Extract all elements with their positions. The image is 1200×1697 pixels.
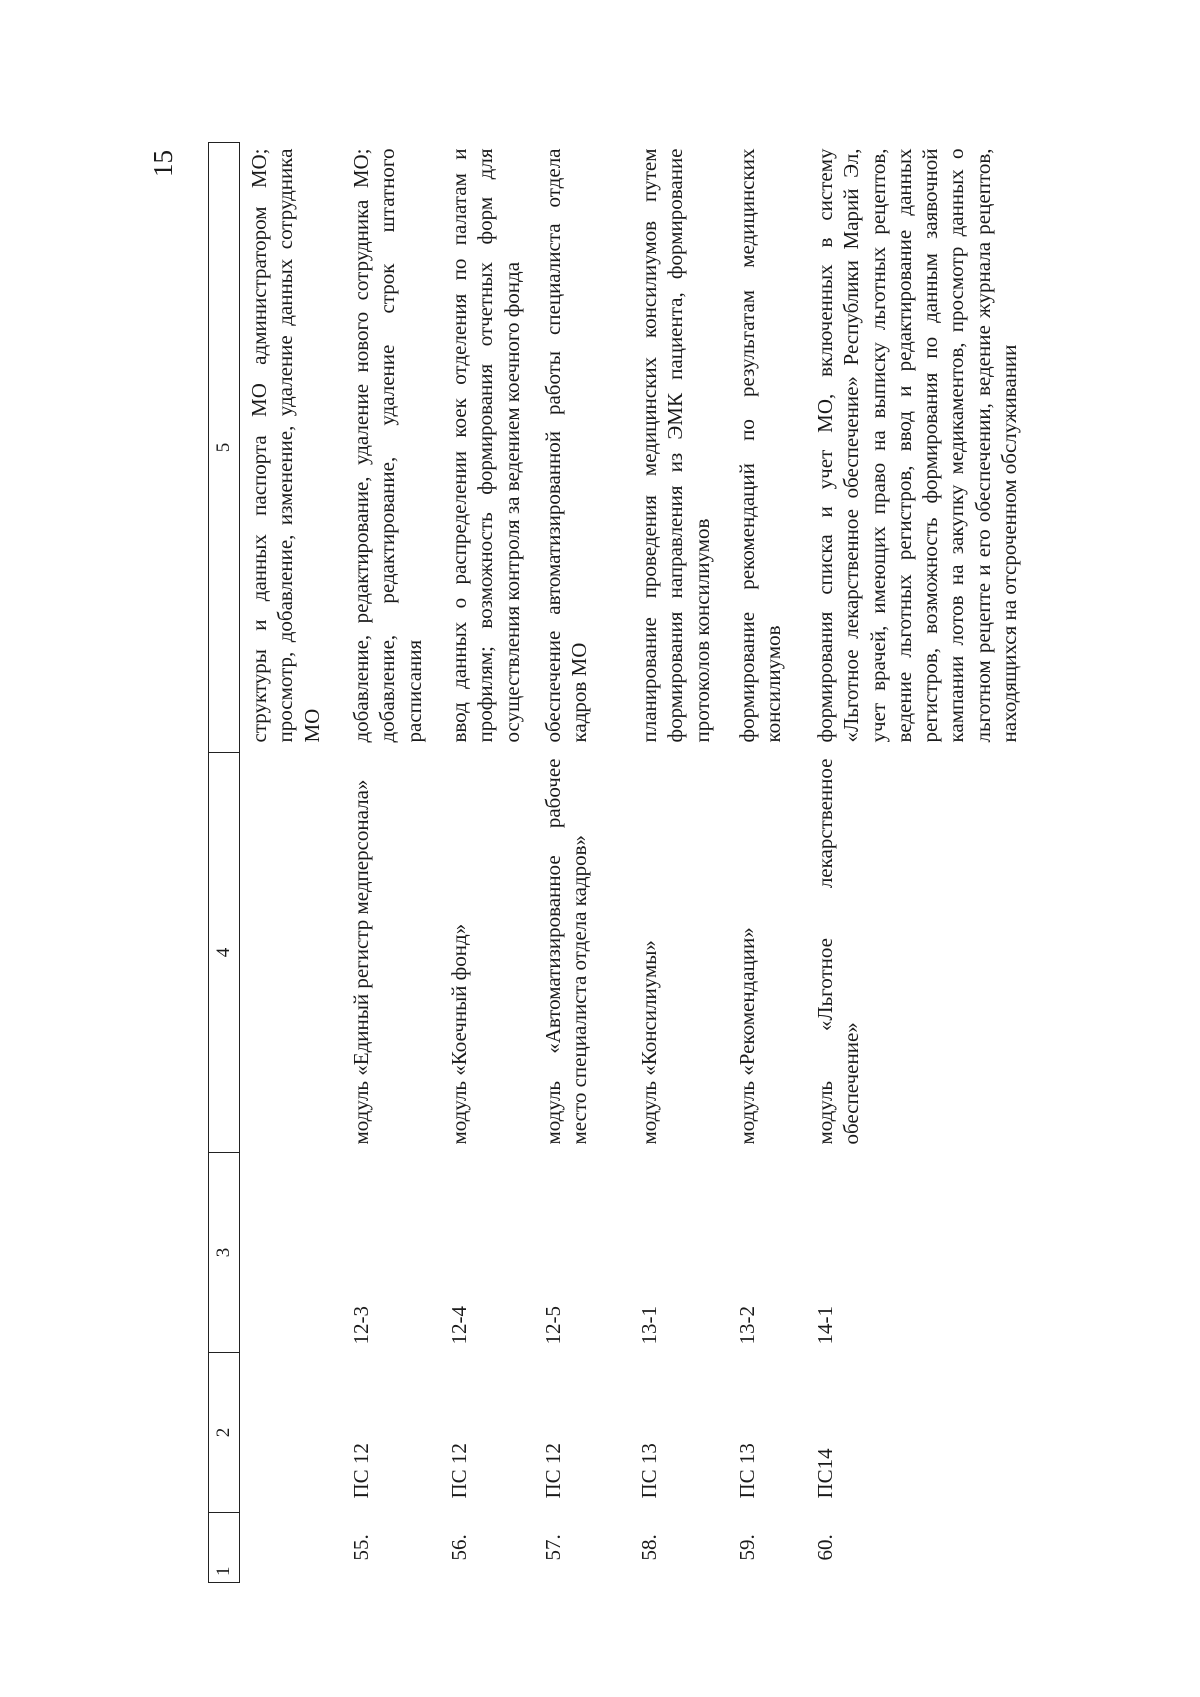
row-description: ввод данных о распределении коек отделения по палатам и профилям; возможность формирования отчетных форм для осуществления контроля за ведением коечного фонда — [447, 148, 524, 743]
row-function-id: 13-1 — [637, 1306, 661, 1345]
row-description: добавление, редактирование, удаление нового сотрудника МО; добавление, редактирование, удаление строк штатного расписания — [349, 148, 426, 743]
row-number: 57. — [541, 1534, 565, 1561]
row-description: формирование рекомендаций по результатам медицинских консилиумов — [735, 148, 786, 743]
row-function-id: 14-1 — [813, 1306, 837, 1345]
table-row — [728, 143, 806, 1583]
row-subsystem-code: ПС 13 — [637, 1443, 661, 1499]
row-number: 59. — [735, 1534, 759, 1561]
row-module: модуль «Коечный фонд» — [447, 923, 471, 1145]
row-module: модуль «Автоматизированное рабочее место специалиста отдела кадров» — [541, 758, 592, 1145]
row-number — [240, 1513, 343, 1583]
rotated-table-container — [208, 143, 1048, 1583]
row-module: модуль «Единый регистр медперсонала» — [349, 779, 373, 1145]
row-function-id: 12-4 — [447, 1306, 471, 1345]
row-description: структуры и данных паспорта МО администратором МО; просмотр, добавление, изменение, удаление данных сотрудника МО — [247, 148, 324, 743]
row-description: планирование проведения медицинских консилиумов путем формирования направления из ЭМК пациента, формирование протоколов консилиумов — [637, 148, 714, 743]
row-module: модуль «Консилиумы» — [637, 940, 661, 1145]
row-subsystem-code: ПС 12 — [447, 1443, 471, 1499]
table-row — [342, 143, 440, 1583]
table-row — [534, 143, 630, 1583]
row-function-id: 12-3 — [349, 1306, 373, 1345]
row-number: 60. — [813, 1534, 837, 1561]
row-module: модуль «Льготное лекарственное обеспечение» — [813, 758, 864, 1145]
row-number: 56. — [447, 1534, 471, 1561]
row-number: 58. — [637, 1534, 661, 1561]
row-subsystem-code: ПС 12 — [541, 1443, 565, 1499]
row-module: модуль «Рекомендации» — [735, 927, 759, 1145]
page-number: 15 — [148, 150, 178, 177]
table-row — [806, 143, 1022, 1583]
header-col-1: 1 — [209, 1513, 240, 1583]
table-row — [240, 143, 343, 1583]
requirements-table — [208, 142, 1022, 1583]
row-subsystem-code: ПС14 — [813, 1448, 837, 1499]
row-description: формирования списка и учет МО, включенных в систему «Льготное лекарственное обеспечение» Республики Марий Эл, учет врачей, имеющих право на выписку льготных рецептов, ведение льготных регистров, ввод и редактирование данных регистров, возможность формирования по данным заявочной кампании лотов на закупку медикаментов, просмотр данных о льготном рецепте и его обеспечении, ведение журнала рецептов, находящихся на отсроченном обслуживании — [813, 148, 1021, 743]
row-function-id: 12-5 — [541, 1306, 565, 1345]
table-header — [209, 143, 240, 1583]
header-col-5: 5 — [209, 143, 240, 753]
row-subsystem-code — [240, 1353, 343, 1513]
table-row — [440, 143, 534, 1583]
row-subsystem-code: ПС 13 — [735, 1443, 759, 1499]
row-function-id — [240, 1153, 343, 1353]
table-row — [630, 143, 728, 1583]
header-col-2: 2 — [209, 1353, 240, 1513]
row-description: обеспечение автоматизированной работы специалиста отдела кадров МО — [541, 148, 592, 743]
header-col-3: 3 — [209, 1153, 240, 1353]
row-subsystem-code: ПС 12 — [349, 1443, 373, 1499]
header-col-4: 4 — [209, 753, 240, 1153]
row-function-id: 13-2 — [735, 1306, 759, 1345]
row-module — [240, 753, 343, 1153]
row-number: 55. — [349, 1534, 373, 1561]
